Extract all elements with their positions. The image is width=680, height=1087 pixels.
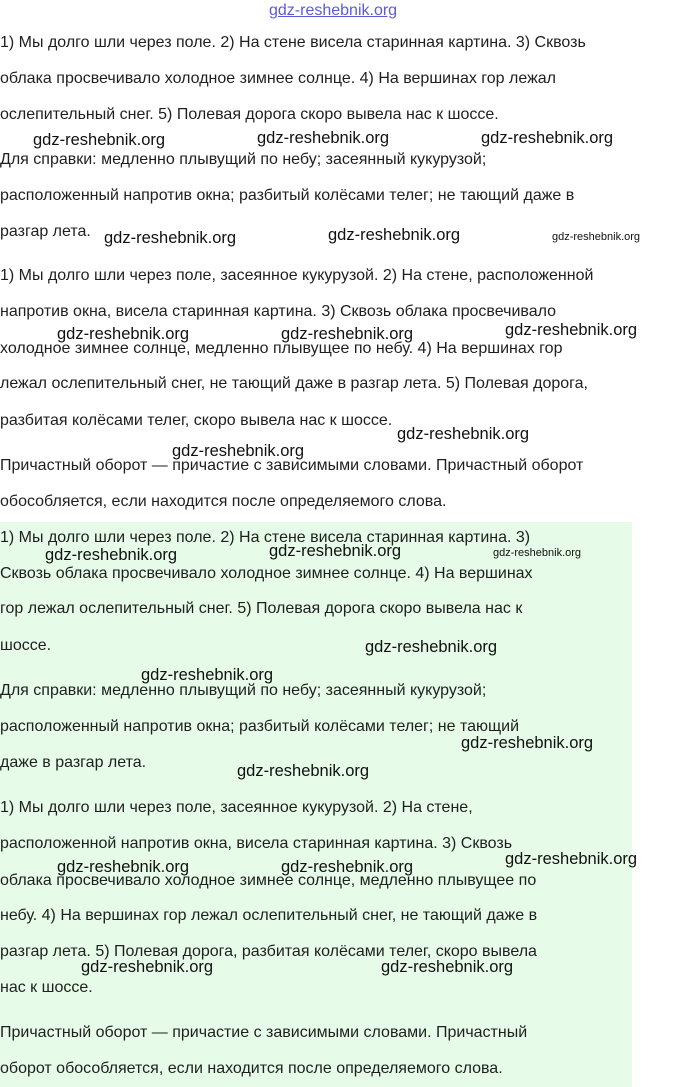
watermark: gdz-reshebnik.org bbox=[257, 129, 390, 147]
site-link[interactable]: gdz-reshebnik.org bbox=[269, 2, 398, 19]
text-line: 1) Мы долго шли через поле, засеянное кукурузой. 2) На стене, bbox=[0, 799, 473, 816]
watermark: gdz-reshebnik.org bbox=[328, 226, 461, 244]
text-line: расположенный напротив окна; разбитый колёсами телег; не тающий bbox=[0, 718, 520, 735]
text-line: Для справки: медленно плывущий по небу; засеянный кукурузой; bbox=[0, 151, 487, 168]
text-line: гор лежал ослепительный снег. 5) Полевая дорога скоро вывела нас к bbox=[0, 600, 523, 617]
text-line: расположенной напротив окна, висела старинная картина. 3) Сквозь bbox=[0, 835, 513, 852]
watermark: gdz-reshebnik.org bbox=[81, 958, 214, 976]
text-line: Сквозь облака просвечивало холодное зимнее солнце. 4) На вершинах bbox=[0, 565, 533, 582]
text-line: шоссе. bbox=[0, 637, 52, 654]
text-line: расположенный напротив окна; разбитый колёсами телег; не тающий даже в bbox=[0, 187, 575, 204]
watermark: gdz-reshebnik.org bbox=[281, 858, 414, 876]
text-line: оборот обособляется, если находится после определяемого слова. bbox=[0, 1060, 503, 1077]
text-line: 1) Мы долго шли через поле, засеянное кукурузой. 2) На стене, расположенной bbox=[0, 267, 594, 284]
text-line: даже в разгар лета. bbox=[0, 754, 147, 771]
text-line: Причастный оборот — причастие с зависимыми словами. Причастный оборот bbox=[0, 457, 584, 474]
text-line: Для справки: медленно плывущий по небу; засеянный кукурузой; bbox=[0, 682, 487, 699]
watermark: gdz-reshebnik.org bbox=[141, 666, 274, 684]
text-line: Причастный оборот — причастие с зависимыми словами. Причастный bbox=[0, 1024, 528, 1041]
watermark: gdz-reshebnik.org bbox=[57, 325, 190, 343]
text-line: лежал ослепительный снег, не тающий даже в разгар лета. 5) Полевая дорога, bbox=[0, 375, 588, 392]
watermark: gdz-reshebnik.org bbox=[281, 325, 414, 343]
text-line: разбитая колёсами телег, скоро вывела нас к шоссе. bbox=[0, 412, 393, 429]
text-line: нас к шоссе. bbox=[0, 979, 93, 996]
text-line: ослепительный снег. 5) Полевая дорога скоро вывела нас к шоссе. bbox=[0, 106, 499, 123]
text-line: холодное зимнее солнце, медленно плывущее по небу. 4) На вершинах гор bbox=[0, 340, 563, 357]
text-line: облака просвечивало холодное зимнее солнце. 4) На вершинах гор лежал bbox=[0, 70, 556, 87]
watermark: gdz-reshebnik.org bbox=[269, 542, 402, 560]
watermark: gdz-reshebnik.org bbox=[33, 131, 166, 149]
watermark: gdz-reshebnik.org bbox=[505, 321, 638, 339]
text-line: облака просвечивало холодное зимнее солнце, медленно плывущее по bbox=[0, 872, 537, 889]
text-line: разгар лета. 5) Полевая дорога, разбитая колёсами телег, скоро вывела bbox=[0, 943, 537, 960]
watermark: gdz-reshebnik.org bbox=[172, 442, 305, 460]
text-line: разгар лета. bbox=[0, 223, 91, 240]
watermark: gdz-reshebnik.org bbox=[381, 958, 514, 976]
watermark: gdz-reshebnik.org bbox=[365, 638, 498, 656]
watermark: gdz-reshebnik.org bbox=[57, 858, 190, 876]
text-line: 1) Мы долго шли через поле. 2) На стене висела старинная картина. 3) Сквозь bbox=[0, 34, 586, 51]
watermark: gdz-reshebnik.org bbox=[104, 229, 237, 247]
watermark: gdz-reshebnik.org bbox=[552, 231, 641, 243]
watermark: gdz-reshebnik.org bbox=[505, 850, 638, 868]
watermark: gdz-reshebnik.org bbox=[461, 734, 594, 752]
watermark: gdz-reshebnik.org bbox=[397, 425, 530, 443]
watermark: gdz-reshebnik.org bbox=[237, 762, 370, 780]
text-line: небу. 4) На вершинах гор лежал ослепительный снег, не тающий даже в bbox=[0, 907, 538, 924]
text-line: обособляется, если находится после определяемого слова. bbox=[0, 493, 447, 510]
watermark: gdz-reshebnik.org bbox=[45, 546, 178, 564]
text-line: 1) Мы долго шли через поле. 2) На стене висела старинная картина. 3) bbox=[0, 529, 531, 546]
watermark: gdz-reshebnik.org bbox=[481, 129, 614, 147]
text-line: напротив окна, висела старинная картина. 3) Сквозь облака просвечивало bbox=[0, 303, 557, 320]
watermark: gdz-reshebnik.org bbox=[493, 547, 582, 559]
